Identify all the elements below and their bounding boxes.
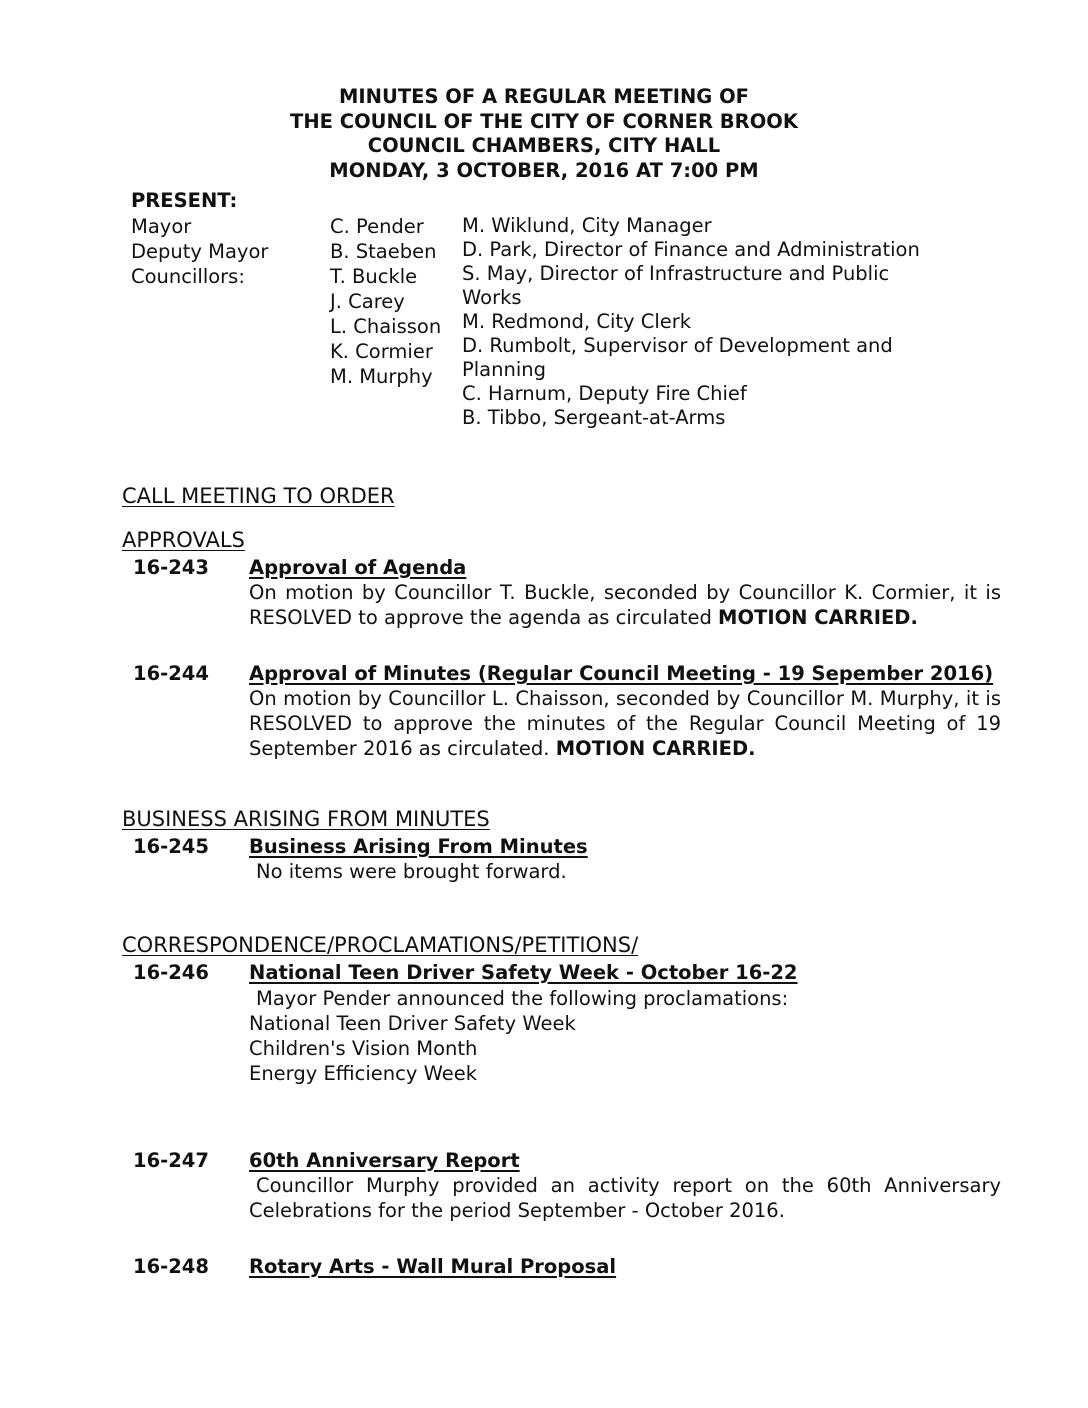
title-line-2: THE COUNCIL OF THE CITY OF CORNER BROOK	[290, 109, 798, 133]
proclamation-item: National Teen Driver Safety Week	[249, 1012, 576, 1035]
attendee-name: T. Buckle	[330, 265, 418, 288]
item-title-business-arising: Business Arising From Minutes	[249, 835, 588, 858]
role-councillors: Councillors:	[131, 265, 245, 288]
item-number-16-244: 16-244	[133, 662, 209, 685]
role-mayor: Mayor	[131, 215, 192, 238]
item-number-16-248: 16-248	[133, 1255, 209, 1278]
item-body-16-246	[249, 986, 1001, 1086]
motion-result: MOTION CARRIED.	[718, 606, 918, 629]
section-call-to-order: CALL MEETING TO ORDER	[122, 484, 395, 508]
attendee-name: K. Cormier	[330, 340, 433, 363]
staff-line: M. Wiklund, City Manager	[462, 214, 712, 237]
motion-result: MOTION CARRIED.	[555, 737, 756, 760]
staff-line: D. Park, Director of Finance and Administration	[462, 238, 920, 261]
item-body-16-243	[249, 580, 1001, 630]
attendee-name: C. Pender	[330, 215, 424, 238]
present-staff	[462, 214, 920, 430]
proclamation-item: Children's Vision Month	[249, 1037, 478, 1060]
section-approvals: APPROVALS	[122, 528, 245, 552]
item-number-16-243: 16-243	[133, 556, 209, 579]
motion-text: On motion by Councillor T. Buckle, seconded by Councillor K. Cormier, it is RESOLVED to approve the agenda as circulated	[249, 581, 1001, 629]
item-title-approval-of-minutes: Approval of Minutes (Regular Council Meeting - 19 Sepember 2016)	[249, 662, 994, 685]
role-deputy-mayor: Deputy Mayor	[131, 240, 269, 263]
item-number-16-247: 16-247	[133, 1149, 209, 1172]
staff-line: M. Redmond, City Clerk	[462, 310, 692, 333]
document-title	[0, 85, 1088, 183]
item-title-teen-driver-safety: National Teen Driver Safety Week - October 16-22	[249, 961, 798, 984]
title-line-1: MINUTES OF A REGULAR MEETING OF	[339, 85, 749, 108]
proclamation-item: Energy Efficiency Week	[249, 1062, 478, 1085]
section-business-arising: BUSINESS ARISING FROM MINUTES	[122, 807, 490, 831]
present-names	[330, 214, 441, 389]
staff-line: B. Tibbo, Sergeant-at-Arms	[462, 406, 726, 429]
attendee-name: L. Chaisson	[330, 315, 442, 338]
proclamation-intro: Mayor Pender announced the following proclamations:	[256, 987, 789, 1010]
attendee-name: B. Staeben	[330, 240, 437, 263]
report-text: Councillor Murphy provided an activity report on the 60th Anniversary Celebrations for the period September - October 2016.	[249, 1174, 1001, 1222]
item-body-16-244	[249, 686, 1001, 761]
title-line-4: MONDAY, 3 OCTOBER, 2016 AT 7:00 PM	[329, 158, 759, 182]
attendee-name: J. Carey	[330, 290, 405, 313]
present-heading: PRESENT:	[131, 189, 238, 212]
section-correspondence: CORRESPONDENCE/PROCLAMATIONS/PETITIONS/	[122, 933, 639, 957]
staff-line: Works	[462, 286, 522, 309]
item-title-60th-anniversary: 60th Anniversary Report	[249, 1149, 520, 1172]
item-title-approval-of-agenda: Approval of Agenda	[249, 556, 467, 579]
item-body-16-245: No items were brought forward.	[256, 860, 567, 883]
item-number-16-246: 16-246	[133, 961, 209, 984]
title-line-3: COUNCIL CHAMBERS, CITY HALL	[367, 134, 721, 157]
item-title-rotary-arts-mural: Rotary Arts - Wall Mural Proposal	[249, 1255, 617, 1278]
present-roles	[131, 214, 268, 289]
staff-line: S. May, Director of Infrastructure and Public	[462, 262, 890, 285]
staff-line: Planning	[462, 358, 546, 381]
attendee-name: M. Murphy	[330, 365, 433, 388]
motion-text: On motion by Councillor L. Chaisson, seconded by Councillor M. Murphy, it is RESOLVED to approve the minutes of the Regular Council Meeting of 19 September 2016 as circulated.	[249, 687, 1001, 760]
item-number-16-245: 16-245	[133, 835, 209, 858]
staff-line: C. Harnum, Deputy Fire Chief	[462, 382, 747, 405]
staff-line: D. Rumbolt, Supervisor of Development and	[462, 334, 893, 357]
item-body-16-247	[249, 1173, 1001, 1223]
